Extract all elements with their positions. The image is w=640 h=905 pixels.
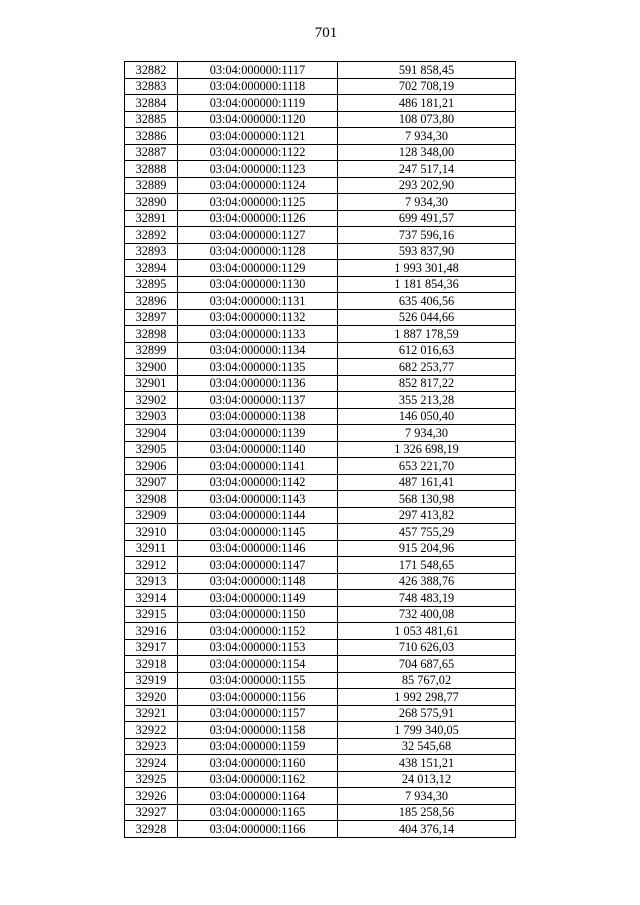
cadastral-value-cell: 1 992 298,77 [338, 689, 516, 706]
cadastral-number-cell: 03:04:000000:1117 [178, 62, 338, 79]
table-row [125, 293, 516, 310]
cadastral-value-cell: 268 575,91 [338, 705, 516, 722]
cadastral-value-cell: 297 413,82 [338, 507, 516, 524]
cadastral-value-cell: 7 934,30 [338, 128, 516, 145]
cadastral-number-cell: 03:04:000000:1129 [178, 260, 338, 277]
row-number-cell: 32920 [125, 689, 178, 706]
cadastral-number-cell: 03:04:000000:1143 [178, 491, 338, 508]
row-number-cell: 32898 [125, 326, 178, 343]
row-number-cell: 32910 [125, 524, 178, 541]
row-number-cell: 32884 [125, 95, 178, 112]
row-number-cell: 32911 [125, 540, 178, 557]
cadastral-value-cell: 1 887 178,59 [338, 326, 516, 343]
table-row [125, 161, 516, 178]
cadastral-number-cell: 03:04:000000:1139 [178, 425, 338, 442]
cadastral-number-cell: 03:04:000000:1142 [178, 474, 338, 491]
row-number-cell: 32882 [125, 62, 178, 79]
row-number-cell: 32902 [125, 392, 178, 409]
row-number-cell: 32923 [125, 738, 178, 755]
cadastral-value-cell: 653 221,70 [338, 458, 516, 475]
table-row [125, 78, 516, 95]
table-row [125, 738, 516, 755]
cadastral-number-cell: 03:04:000000:1141 [178, 458, 338, 475]
cadastral-value-cell: 1 181 854,36 [338, 276, 516, 293]
row-number-cell: 32924 [125, 755, 178, 772]
table-row [125, 474, 516, 491]
table-row [125, 491, 516, 508]
table-row [125, 507, 516, 524]
row-number-cell: 32895 [125, 276, 178, 293]
cadastral-value-cell: 1 053 481,61 [338, 623, 516, 640]
cadastral-number-cell: 03:04:000000:1154 [178, 656, 338, 673]
cadastral-number-cell: 03:04:000000:1138 [178, 408, 338, 425]
row-number-cell: 32883 [125, 78, 178, 95]
row-number-cell: 32897 [125, 309, 178, 326]
table-row [125, 540, 516, 557]
row-number-cell: 32889 [125, 177, 178, 194]
row-number-cell: 32916 [125, 623, 178, 640]
cadastral-value-cell: 185 258,56 [338, 804, 516, 821]
cadastral-value-cell: 171 548,65 [338, 557, 516, 574]
cadastral-number-cell: 03:04:000000:1153 [178, 639, 338, 656]
cadastral-number-cell: 03:04:000000:1128 [178, 243, 338, 260]
cadastral-number-cell: 03:04:000000:1156 [178, 689, 338, 706]
cadastral-value-cell: 748 483,19 [338, 590, 516, 607]
cadastral-value-cell: 732 400,08 [338, 606, 516, 623]
row-number-cell: 32915 [125, 606, 178, 623]
table-row [125, 144, 516, 161]
row-number-cell: 32927 [125, 804, 178, 821]
row-number-cell: 32888 [125, 161, 178, 178]
cadastral-value-cell: 7 934,30 [338, 425, 516, 442]
row-number-cell: 32906 [125, 458, 178, 475]
table-row [125, 177, 516, 194]
row-number-cell: 32886 [125, 128, 178, 145]
cadastral-number-cell: 03:04:000000:1126 [178, 210, 338, 227]
cadastral-number-cell: 03:04:000000:1147 [178, 557, 338, 574]
table-row [125, 458, 516, 475]
cadastral-value-table [124, 61, 516, 838]
cadastral-number-cell: 03:04:000000:1137 [178, 392, 338, 409]
row-number-cell: 32919 [125, 672, 178, 689]
row-number-cell: 32890 [125, 194, 178, 211]
row-number-cell: 32885 [125, 111, 178, 128]
cadastral-value-cell: 699 491,57 [338, 210, 516, 227]
table-row [125, 639, 516, 656]
row-number-cell: 32887 [125, 144, 178, 161]
row-number-cell: 32918 [125, 656, 178, 673]
table-row [125, 326, 516, 343]
cadastral-value-cell: 108 073,80 [338, 111, 516, 128]
cadastral-value-cell: 702 708,19 [338, 78, 516, 95]
cadastral-number-cell: 03:04:000000:1125 [178, 194, 338, 211]
cadastral-value-cell: 247 517,14 [338, 161, 516, 178]
cadastral-number-cell: 03:04:000000:1130 [178, 276, 338, 293]
cadastral-number-cell: 03:04:000000:1118 [178, 78, 338, 95]
cadastral-number-cell: 03:04:000000:1164 [178, 788, 338, 805]
cadastral-number-cell: 03:04:000000:1132 [178, 309, 338, 326]
cadastral-value-cell: 591 858,45 [338, 62, 516, 79]
table-row [125, 771, 516, 788]
cadastral-value-cell: 146 050,40 [338, 408, 516, 425]
cadastral-value-cell: 1 799 340,05 [338, 722, 516, 739]
cadastral-value-cell: 1 993 301,48 [338, 260, 516, 277]
table-row [125, 227, 516, 244]
table-row [125, 788, 516, 805]
cadastral-value-cell: 457 755,29 [338, 524, 516, 541]
cadastral-number-cell: 03:04:000000:1123 [178, 161, 338, 178]
table-row [125, 656, 516, 673]
table-row [125, 128, 516, 145]
cadastral-value-cell: 526 044,66 [338, 309, 516, 326]
cadastral-value-cell: 426 388,76 [338, 573, 516, 590]
table-row [125, 276, 516, 293]
row-number-cell: 32914 [125, 590, 178, 607]
page-number: 701 [314, 25, 338, 41]
table-row [125, 821, 516, 838]
cadastral-value-cell: 487 161,41 [338, 474, 516, 491]
table-row [125, 425, 516, 442]
cadastral-number-cell: 03:04:000000:1135 [178, 359, 338, 376]
cadastral-number-cell: 03:04:000000:1158 [178, 722, 338, 739]
cadastral-number-cell: 03:04:000000:1134 [178, 342, 338, 359]
row-number-cell: 32909 [125, 507, 178, 524]
cadastral-value-cell: 355 213,28 [338, 392, 516, 409]
table-row [125, 309, 516, 326]
cadastral-number-cell: 03:04:000000:1146 [178, 540, 338, 557]
row-number-cell: 32926 [125, 788, 178, 805]
cadastral-value-cell: 635 406,56 [338, 293, 516, 310]
cadastral-value-cell: 85 767,02 [338, 672, 516, 689]
cadastral-number-cell: 03:04:000000:1131 [178, 293, 338, 310]
cadastral-value-cell: 24 013,12 [338, 771, 516, 788]
table-row [125, 623, 516, 640]
table-row [125, 804, 516, 821]
cadastral-number-cell: 03:04:000000:1120 [178, 111, 338, 128]
cadastral-value-cell: 7 934,30 [338, 788, 516, 805]
row-number-cell: 32893 [125, 243, 178, 260]
table-row [125, 672, 516, 689]
cadastral-number-cell: 03:04:000000:1140 [178, 441, 338, 458]
table-row [125, 375, 516, 392]
table-row [125, 392, 516, 409]
cadastral-value-cell: 1 326 698,19 [338, 441, 516, 458]
row-number-cell: 32901 [125, 375, 178, 392]
cadastral-value-cell: 915 204,96 [338, 540, 516, 557]
row-number-cell: 32928 [125, 821, 178, 838]
table-row [125, 705, 516, 722]
cadastral-number-cell: 03:04:000000:1119 [178, 95, 338, 112]
cadastral-value-cell: 486 181,21 [338, 95, 516, 112]
cadastral-number-cell: 03:04:000000:1136 [178, 375, 338, 392]
table-row [125, 722, 516, 739]
table-row [125, 95, 516, 112]
cadastral-number-cell: 03:04:000000:1152 [178, 623, 338, 640]
row-number-cell: 32925 [125, 771, 178, 788]
cadastral-value-cell: 438 151,21 [338, 755, 516, 772]
table-row [125, 755, 516, 772]
cadastral-number-cell: 03:04:000000:1122 [178, 144, 338, 161]
row-number-cell: 32922 [125, 722, 178, 739]
table-row [125, 342, 516, 359]
row-number-cell: 32891 [125, 210, 178, 227]
cadastral-number-cell: 03:04:000000:1162 [178, 771, 338, 788]
table-body [125, 62, 516, 838]
row-number-cell: 32903 [125, 408, 178, 425]
cadastral-number-cell: 03:04:000000:1155 [178, 672, 338, 689]
row-number-cell: 32904 [125, 425, 178, 442]
cadastral-value-cell: 612 016,63 [338, 342, 516, 359]
table-row [125, 359, 516, 376]
table-row [125, 194, 516, 211]
cadastral-value-cell: 568 130,98 [338, 491, 516, 508]
cadastral-value-cell: 704 687,65 [338, 656, 516, 673]
row-number-cell: 32900 [125, 359, 178, 376]
row-number-cell: 32913 [125, 573, 178, 590]
table-row [125, 243, 516, 260]
table-row [125, 62, 516, 79]
row-number-cell: 32896 [125, 293, 178, 310]
table-row [125, 524, 516, 541]
cadastral-number-cell: 03:04:000000:1160 [178, 755, 338, 772]
table-row [125, 260, 516, 277]
row-number-cell: 32917 [125, 639, 178, 656]
table-row [125, 111, 516, 128]
table-row [125, 441, 516, 458]
cadastral-number-cell: 03:04:000000:1159 [178, 738, 338, 755]
row-number-cell: 32921 [125, 705, 178, 722]
cadastral-number-cell: 03:04:000000:1166 [178, 821, 338, 838]
row-number-cell: 32892 [125, 227, 178, 244]
table-row [125, 408, 516, 425]
row-number-cell: 32912 [125, 557, 178, 574]
cadastral-number-cell: 03:04:000000:1150 [178, 606, 338, 623]
cadastral-value-cell: 710 626,03 [338, 639, 516, 656]
cadastral-value-cell: 293 202,90 [338, 177, 516, 194]
cadastral-value-cell: 404 376,14 [338, 821, 516, 838]
cadastral-value-cell: 593 837,90 [338, 243, 516, 260]
row-number-cell: 32907 [125, 474, 178, 491]
cadastral-number-cell: 03:04:000000:1149 [178, 590, 338, 607]
cadastral-number-cell: 03:04:000000:1121 [178, 128, 338, 145]
table-row [125, 606, 516, 623]
cadastral-value-cell: 32 545,68 [338, 738, 516, 755]
cadastral-number-cell: 03:04:000000:1148 [178, 573, 338, 590]
cadastral-number-cell: 03:04:000000:1157 [178, 705, 338, 722]
cadastral-value-cell: 737 596,16 [338, 227, 516, 244]
row-number-cell: 32905 [125, 441, 178, 458]
table-row [125, 557, 516, 574]
cadastral-number-cell: 03:04:000000:1144 [178, 507, 338, 524]
table-row [125, 573, 516, 590]
row-number-cell: 32899 [125, 342, 178, 359]
row-number-cell: 32894 [125, 260, 178, 277]
row-number-cell: 32908 [125, 491, 178, 508]
cadastral-value-cell: 7 934,30 [338, 194, 516, 211]
table-row [125, 689, 516, 706]
cadastral-number-cell: 03:04:000000:1145 [178, 524, 338, 541]
cadastral-value-cell: 682 253,77 [338, 359, 516, 376]
cadastral-number-cell: 03:04:000000:1127 [178, 227, 338, 244]
cadastral-value-cell: 128 348,00 [338, 144, 516, 161]
table-row [125, 210, 516, 227]
cadastral-value-cell: 852 817,22 [338, 375, 516, 392]
cadastral-number-cell: 03:04:000000:1165 [178, 804, 338, 821]
cadastral-number-cell: 03:04:000000:1133 [178, 326, 338, 343]
table-row [125, 590, 516, 607]
cadastral-number-cell: 03:04:000000:1124 [178, 177, 338, 194]
